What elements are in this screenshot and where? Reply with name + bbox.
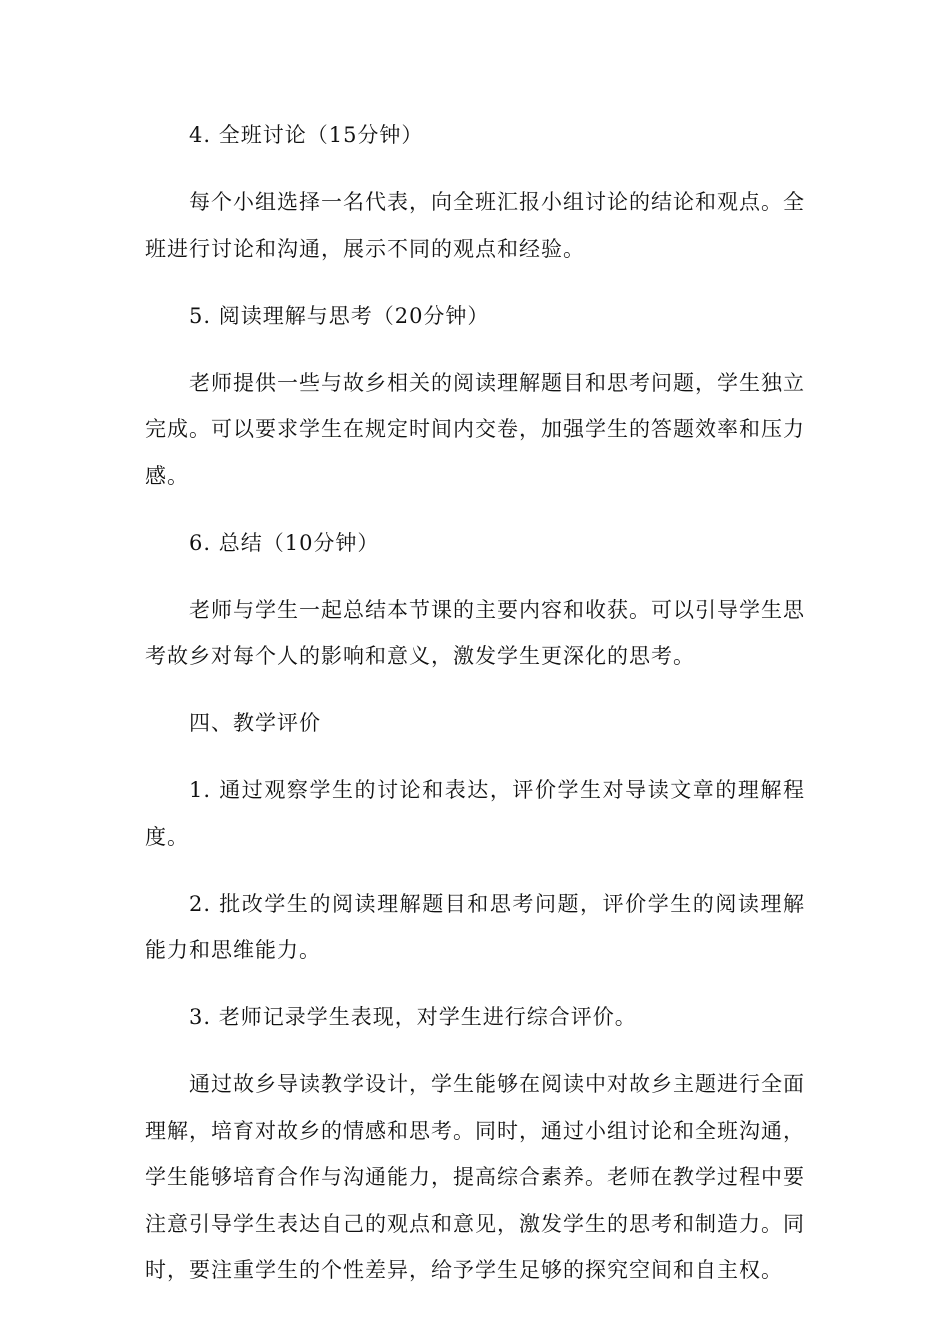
step-6-heading: 6. 总结（10分钟） xyxy=(189,530,380,555)
conclusion-paragraph: 通过故乡导读教学设计，学生能够在阅读中对故乡主题进行全面理解，培育对故乡的情感和思考。同时，通过小组讨论和全班沟通，学生能够培育合作与沟通能力，提高综合素养。老师在教学过程中要注意引导学生表达自己的观点和意见，激发学生的思考和制造力。同时，要注重学生的个性差异，给予学生足够的探究空间和自主权。 xyxy=(145,1072,805,1282)
step-5-heading: 5. 阅读理解与思考（20分钟） xyxy=(189,303,490,328)
step-4-heading: 4. 全班讨论（15分钟） xyxy=(189,123,424,147)
document-page xyxy=(145,112,805,1314)
section-4-heading: 四、教学评价 xyxy=(189,711,321,735)
step-4-body: 每个小组选择一名代表，向全班汇报小组讨论的结论和观点。全班进行讨论和沟通，展示不同的观点和经验。 xyxy=(145,190,805,261)
evaluation-item-3: 3. 老师记录学生表现，对学生进行综合评价。 xyxy=(189,1005,637,1029)
step-6-body: 老师与学生一起总结本节课的主要内容和收获。可以引导学生思考故乡对每个人的影响和意义，激发学生更深化的思考。 xyxy=(145,597,805,668)
evaluation-item-1: 1. 通过观察学生的讨论和表达，评价学生对导读文章的理解程度。 xyxy=(145,778,805,849)
step-5-body: 老师提供一些与故乡相关的阅读理解题目和思考问题，学生独立完成。可以要求学生在规定时间内交卷，加强学生的答题效率和压力感。 xyxy=(145,370,805,488)
evaluation-item-2: 2. 批改学生的阅读理解题目和思考问题，评价学生的阅读理解能力和思维能力。 xyxy=(145,891,805,962)
